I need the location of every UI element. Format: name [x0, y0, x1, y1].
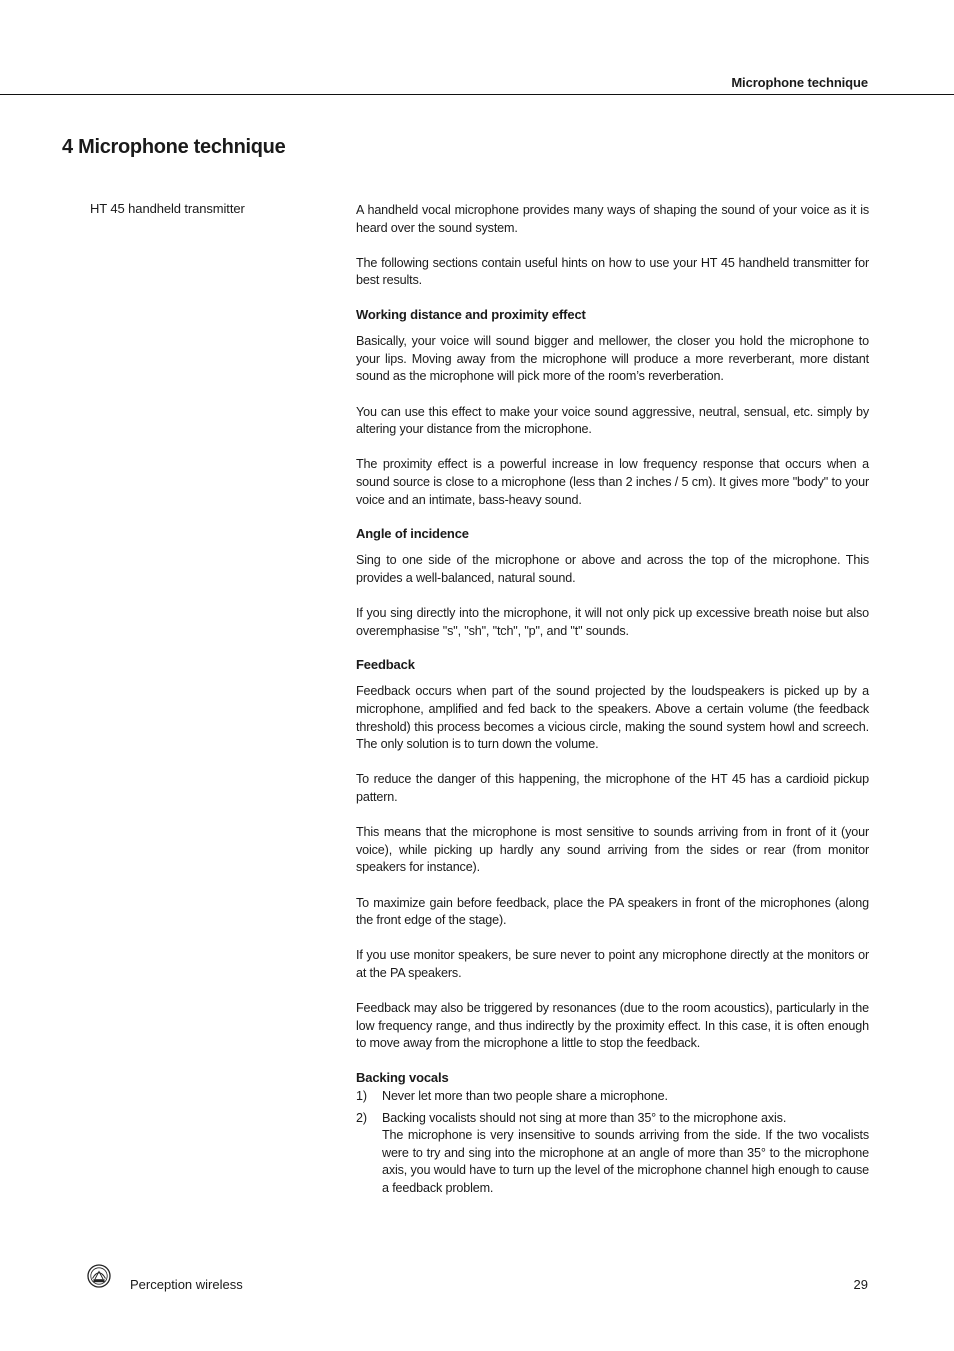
section-heading: Feedback — [356, 656, 415, 672]
section-paragraph: Sing to one side of the microphone or above and across the top of the microphone. This provides a well-balanced, natural sound. — [356, 553, 869, 585]
section-feedback — [356, 656, 869, 1053]
running-header: Microphone technique — [731, 75, 868, 90]
section-paragraph: To maximize gain before feedback, place the PA speakers in front of the microphones (along the front edge of the stage). — [356, 895, 869, 928]
list-number: 2) — [356, 1110, 367, 1125]
section-paragraph: Feedback may also be triggered by resonances (due to the room acoustics), particularly in the low frequency range, and thus indirectly by the proximity effect. In this case, it is often enough to move away from the microphone a little to stop the feedback. — [356, 1001, 869, 1051]
chapter-title: 4 Microphone technique — [62, 136, 286, 158]
list-item-text: Never let more than two people share a microphone. — [382, 1089, 668, 1104]
list-item-detail: The microphone is very insensitive to sounds arriving from the side. If the two vocalists were to try and sing into the microphone at an angle of more than 35° to the microphone axis, you would have to turn up the level of the microphone channel high enough to cause a feedback problem. — [382, 1128, 869, 1196]
page-number: 29 — [853, 1277, 868, 1292]
list-item — [356, 1088, 869, 1106]
section-angle-of-incidence — [356, 525, 869, 641]
header-rule — [0, 94, 954, 95]
footer-product-name: Perception wireless — [130, 1277, 243, 1292]
section-paragraph: You can use this effect to make your voice sound aggressive, neutral, sensual, etc. simply by altering your distance from the microphone. — [356, 404, 869, 437]
section-paragraph: If you use monitor speakers, be sure never to point any microphone directly at the monitors or at the PA speakers. — [356, 948, 869, 980]
section-heading: Angle of incidence — [356, 525, 469, 541]
akg-logo-icon — [87, 1264, 111, 1288]
intro-paragraph: A handheld vocal microphone provides many ways of shaping the sound of your voice as it is heard over the sound system. — [356, 203, 869, 235]
section-paragraph: Basically, your voice will sound bigger and mellower, the closer you hold the microphone to your lips. Moving away from the microphone will produce a more reverberant, more distant sound as the microphone will pick more of the room’s reverberation. — [356, 334, 869, 384]
side-label: HT 45 handheld transmitter — [90, 201, 245, 216]
section-paragraph: This means that the microphone is most sensitive to sounds arriving from in front of it (your voice), while picking up hardly any sound arriving from the sides or rear (from monitor speakers for instance). — [356, 825, 869, 875]
intro-paragraph: The following sections contain useful hints on how to use your HT 45 handheld transmitter for best results. — [356, 255, 869, 288]
section-paragraph: The proximity effect is a powerful increase in low frequency response that occurs when a sound source is close to a microphone (less than 2 inches / 5 cm). It gives more "body" to your voice and an intimate, bass-heavy sound. — [356, 457, 869, 507]
list-number: 1) — [356, 1089, 367, 1104]
section-working-distance — [356, 306, 869, 510]
backing-vocals-list — [356, 1088, 869, 1198]
section-paragraph: If you sing directly into the microphone, it will not only pick up excessive breath noise but also overemphasise "s", "sh", "tch", "p", and "t" sounds. — [356, 606, 869, 638]
section-paragraph: To reduce the danger of this happening, the microphone of the HT 45 has a cardioid pickup pattern. — [356, 772, 869, 804]
section-heading: Backing vocals — [356, 1069, 449, 1085]
section-backing-vocals — [356, 1069, 869, 1198]
list-item — [356, 1110, 869, 1198]
section-heading: Working distance and proximity effect — [356, 306, 586, 322]
main-content — [356, 202, 869, 1202]
list-item-text: Backing vocalists should not sing at more than 35° to the microphone axis. — [382, 1110, 787, 1125]
section-paragraph: Feedback occurs when part of the sound projected by the loudspeakers is picked up by a microphone, amplified and fed back to the speakers. Above a certain volume (the feedback threshold) this process becomes a vicious circle, making the sound system howl and screech. The only solution is to turn down the volume. — [356, 684, 869, 752]
